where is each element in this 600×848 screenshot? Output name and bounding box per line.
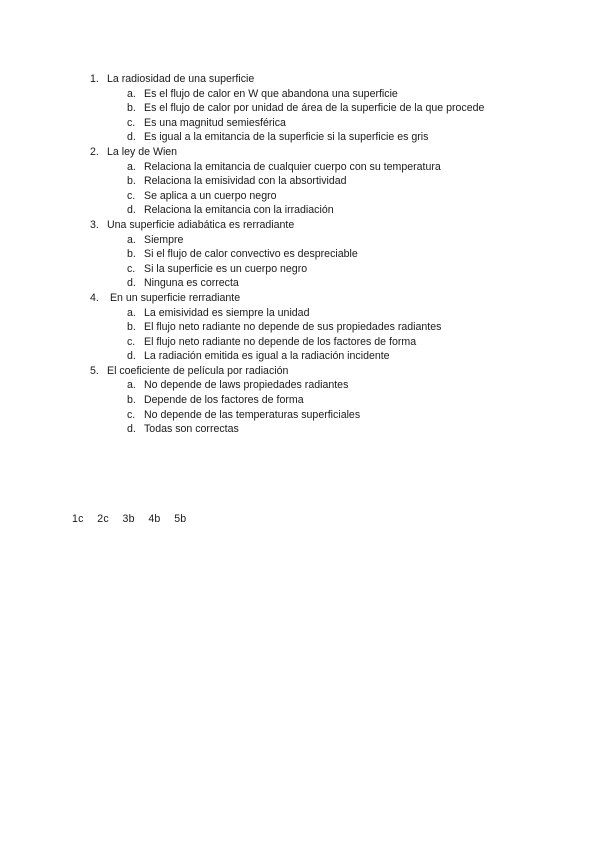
option-text: Es una magnitud semiesférica [144,116,286,129]
question-number: 2. [90,145,99,158]
answer-item: 5b [174,513,187,525]
option-letter: c. [127,335,136,348]
option-4b [0,320,600,335]
question-number: 5. [90,364,99,377]
option-text: Es el flujo de calor por unidad de área de la superficie de la que procede [144,102,485,115]
option-text: No depende de las temperaturas superficiales [144,408,361,421]
option-letter: a. [127,306,136,319]
option-text: Ninguna es correcta [144,277,239,290]
option-letter: a. [127,233,136,246]
option-letter: b. [127,175,136,188]
option-2d [0,203,600,218]
option-text: Siempre [144,233,184,246]
answer-item: 4b [148,513,161,525]
option-text: Relaciona la emitancia de cualquier cuerpo con su temperatura [144,160,441,173]
option-text: El flujo neto radiante no depende de los factores de forma [144,335,417,348]
option-letter: c. [127,262,136,275]
option-letter: d. [127,131,136,144]
option-4c [0,335,600,350]
question-number: 4. [90,291,99,304]
option-3d [0,276,600,291]
option-letter: a. [127,87,136,100]
option-1b [0,101,600,116]
option-letter: a. [127,379,136,392]
question-text: La ley de Wien [107,145,178,158]
option-letter: d. [127,423,136,436]
question-text: El coeficiente de película por radiación [107,364,289,377]
option-letter: c. [127,408,136,421]
option-3c [0,262,600,277]
option-letter: b. [127,102,136,115]
question-1 [0,72,600,87]
option-3b [0,247,600,262]
option-3a [0,233,600,248]
option-5c [0,408,600,423]
option-letter: d. [127,350,136,363]
option-5a [0,378,600,393]
option-1d [0,130,600,145]
question-number: 1. [90,73,99,85]
question-list [0,72,600,437]
option-1a [0,87,600,102]
option-5b [0,393,600,408]
option-4a [0,306,600,321]
option-text: Se aplica a un cuerpo negro [144,189,277,202]
option-text: Es igual a la emitancia de la superficie si la superficie es gris [144,131,429,144]
answer-item: 3b [122,513,135,525]
option-letter: b. [127,321,136,334]
answer-item: 1c [72,513,84,525]
option-letter: c. [127,189,136,202]
option-2a [0,160,600,175]
question-text: La radiosidad de una superficie [107,73,255,85]
answer-key [72,513,197,525]
question-text: En un superficie rerradiante [107,291,241,304]
option-2b [0,174,600,189]
question-3 [0,218,600,233]
option-letter: c. [127,116,136,129]
question-number: 3. [90,218,99,231]
option-4d [0,349,600,364]
option-text: Si la superficie es un cuerpo negro [144,262,308,275]
option-letter: b. [127,248,136,261]
option-text: Relaciona la emitancia con la irradiación [144,204,334,217]
question-2 [0,145,600,160]
question-text: Una superficie adiabática es rerradiante [107,218,295,231]
question-5 [0,364,600,379]
option-letter: d. [127,277,136,290]
option-text: No depende de laws propiedades radiantes [144,379,349,392]
option-text: Depende de los factores de forma [144,394,304,407]
answer-item: 2c [97,513,109,525]
question-4 [0,291,600,306]
option-text: Relaciona la emisividad con la absortividad [144,175,347,188]
option-text: Si el flujo de calor convectivo es despreciable [144,248,358,261]
option-text: El flujo neto radiante no depende de sus propiedades radiantes [144,321,442,334]
option-letter: a. [127,160,136,173]
option-text: Todas son correctas [144,423,239,436]
option-letter: d. [127,204,136,217]
option-text: La radiación emitida es igual a la radiación incidente [144,350,390,363]
option-2c [0,189,600,204]
option-5d [0,422,600,437]
option-text: La emisividad es siempre la unidad [144,306,310,319]
option-1c [0,116,600,131]
option-letter: b. [127,394,136,407]
option-text: Es el flujo de calor en W que abandona una superficie [144,87,398,100]
